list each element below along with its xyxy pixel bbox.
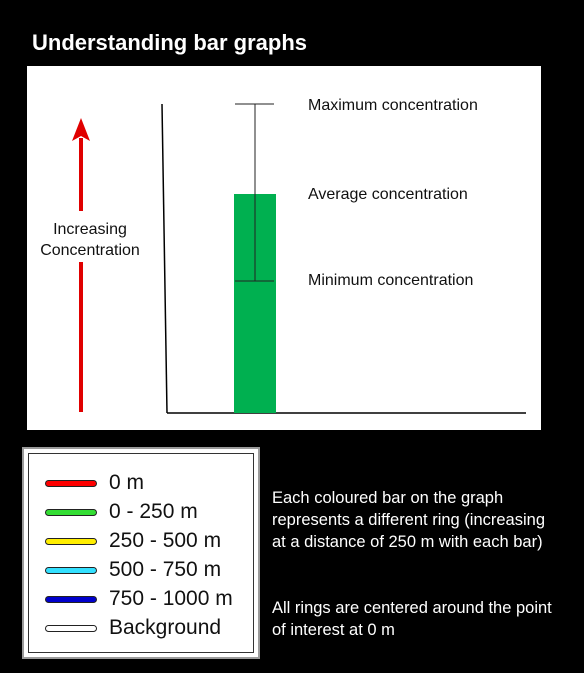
legend-label: 0 m xyxy=(109,471,145,494)
legend-swatch xyxy=(45,625,97,632)
legend-item xyxy=(45,528,221,554)
avg-label: Average concentration xyxy=(308,186,468,203)
legend-label: 250 - 500 m xyxy=(109,529,222,552)
legend-item xyxy=(45,586,233,612)
legend-swatch xyxy=(45,596,97,603)
legend-frame xyxy=(28,453,254,653)
legend-item xyxy=(45,557,221,583)
legend-item xyxy=(45,615,221,641)
legend-label: Background xyxy=(109,616,222,639)
legend xyxy=(22,447,260,659)
page-title: Understanding bar graphs xyxy=(32,30,308,55)
y-axis xyxy=(162,104,167,413)
legend-label: 750 - 1000 m xyxy=(109,587,233,610)
legend-item xyxy=(45,499,198,525)
increase-arrow xyxy=(72,118,90,412)
legend-swatch xyxy=(45,480,97,487)
legend-swatch xyxy=(45,567,97,574)
legend-swatch xyxy=(45,538,97,545)
y-label-line1: Increasing xyxy=(53,221,127,238)
y-label-line2: Concentration xyxy=(40,242,140,259)
min-label: Minimum concentration xyxy=(308,272,474,289)
legend-label: 500 - 750 m xyxy=(109,558,222,581)
max-label: Maximum concentration xyxy=(308,97,478,114)
description-paragraph-1: Each coloured bar on the graph represents a different ring (increasing at a distance of 250 m with each bar) xyxy=(272,489,546,551)
legend-swatch xyxy=(45,509,97,516)
legend-label: 0 - 250 m xyxy=(109,500,198,523)
diagram-canvas xyxy=(27,66,541,430)
legend-item xyxy=(45,470,144,496)
bar-graph-diagram xyxy=(27,66,541,430)
description-paragraph-2: All rings are centered around the point of interest at 0 m xyxy=(272,599,552,639)
